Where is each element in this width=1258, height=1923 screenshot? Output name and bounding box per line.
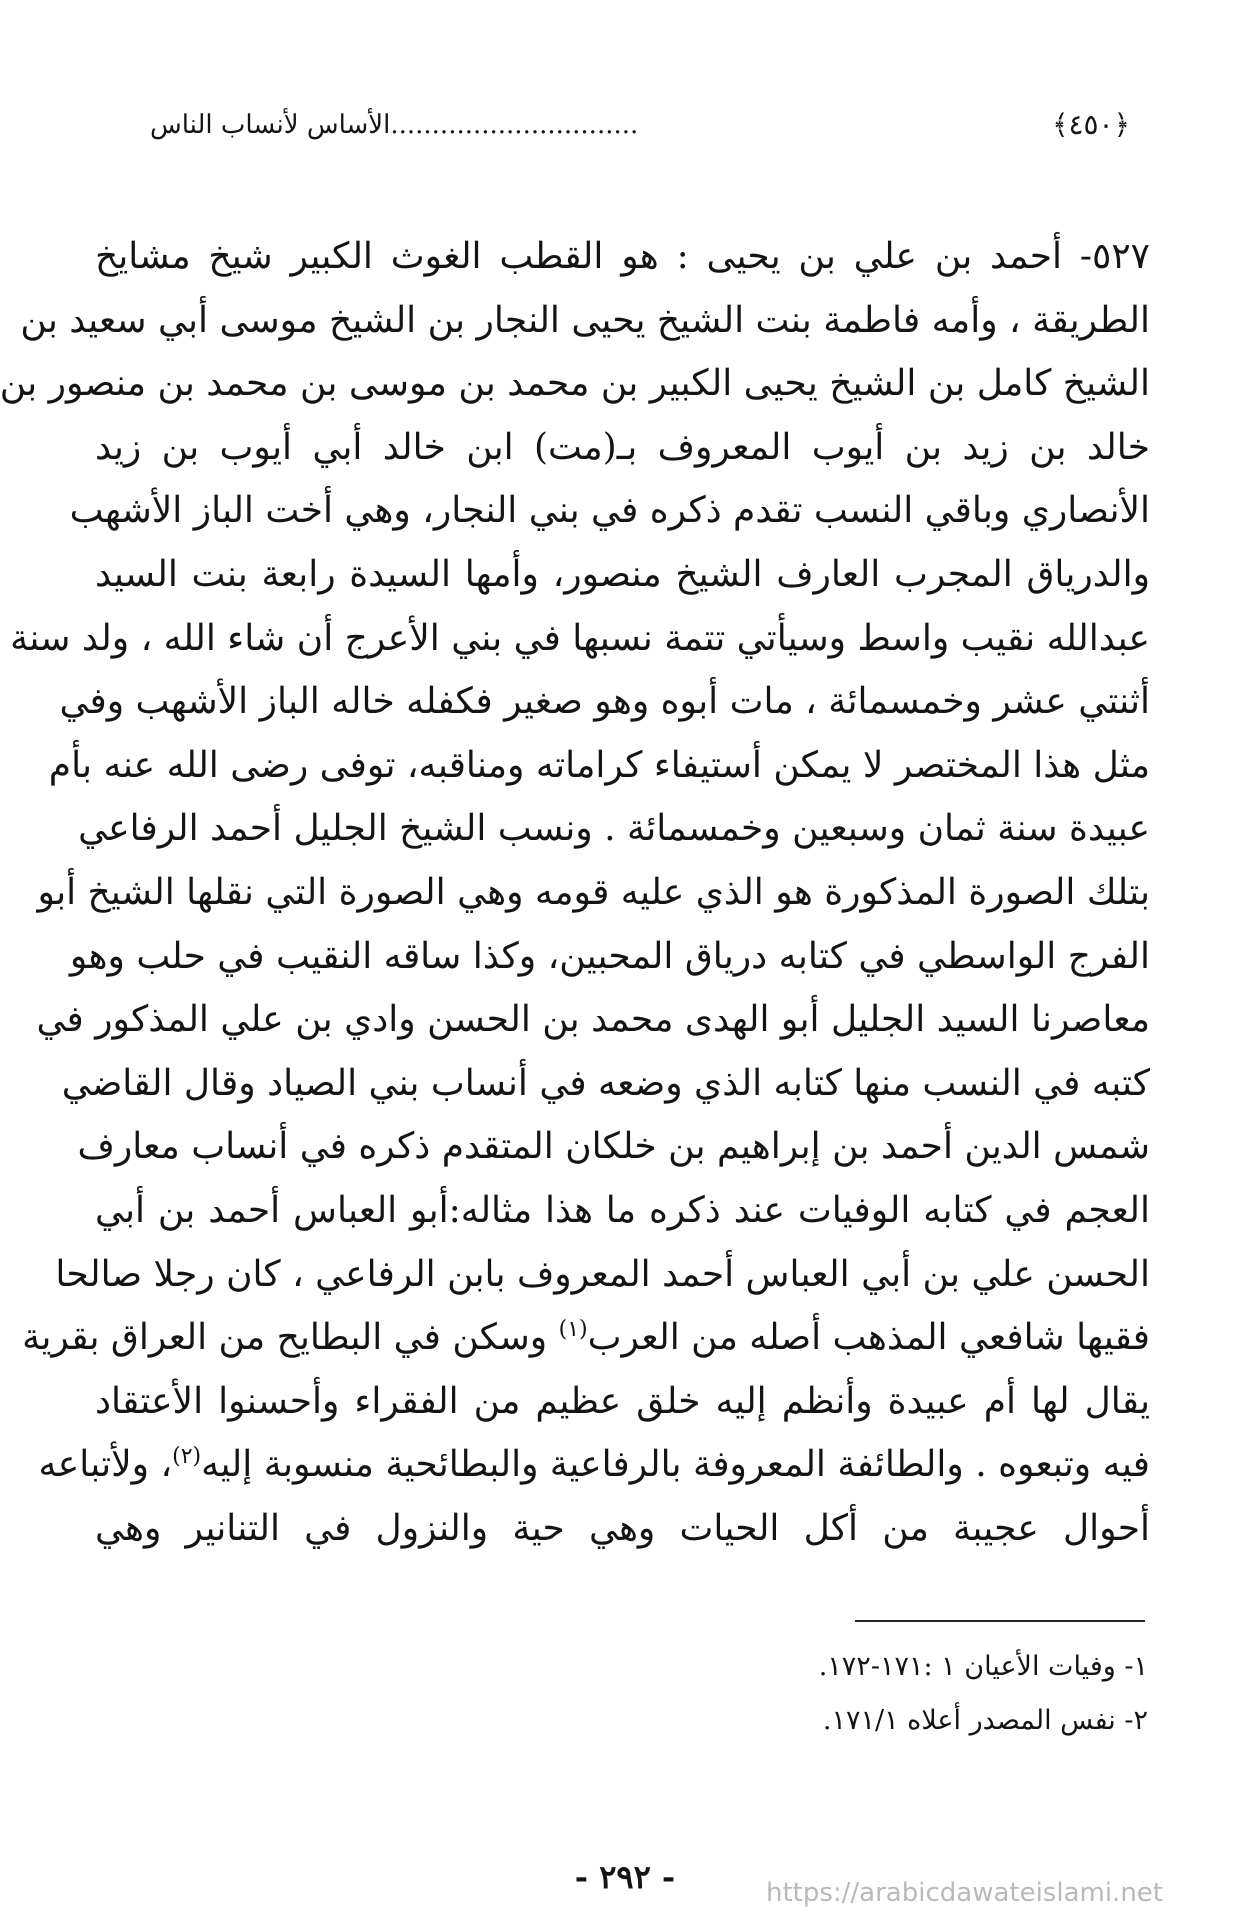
text-line: كتبه في النسب منها كتابه الذي وضعه في أنساب بني الصياد وقال القاضي — [61, 1062, 1150, 1104]
text-line: الشيخ كامل بن الشيخ يحيى الكبير بن محمد بن موسى بن محمد بن منصور بن — [0, 363, 1150, 405]
text-line: شمس الدين أحمد بن إبراهيم بن خلكان المتقدم ذكره في أنساب معارف — [77, 1126, 1150, 1168]
text-line: الأنصاري وباقي النسب تقدم ذكره في بني النجار، وهي أخت الباز الأشهب — [69, 490, 1150, 532]
main-text — [0, 225, 1150, 1560]
footnote-item: ١- وفيات الأعيان ١ :١٧١-١٧٢. — [818, 1651, 1148, 1682]
text-line: بتلك الصورة المذكورة هو الذي عليه قومه وهي الصورة التي نقلها الشيخ أبو — [37, 871, 1150, 913]
text-line: الفرج الواسطي في كتابه درياق المحبين، وكذا ساقه النقيب في حلب وهو — [69, 935, 1150, 977]
text-line: والدرياق المجرب العارف الشيخ منصور، وأمها السيدة رابعة بنت السيد — [95, 553, 1150, 595]
text-line: خالد بن زيد بن أيوب المعروف بـ(مت) ابن خالد أبي أيوب بن زيد — [95, 426, 1150, 468]
text-line: مثل هذا المختصر لا يمكن أستيفاء كراماته ومناقبه، توفى رضى الله عنه بأم — [48, 744, 1150, 786]
footnote-marker-1[interactable]: (١) — [558, 1317, 588, 1343]
line-text: وسكن في البطايح من العراق بقرية — [22, 1317, 559, 1359]
text-line — [22, 1306, 1150, 1370]
text-line: ٥٢٧- أحمد بن علي بن يحيى : هو القطب الغوث الكبير شيخ مشايخ — [95, 236, 1150, 277]
running-header — [150, 100, 1130, 150]
text-line: أثنتي عشر وخمسمائة ، مات أبوه وهو صغير فكفله خاله الباز الأشهب وفي — [59, 681, 1150, 723]
header-page-number: ﴿٤٥٠﴾ — [1052, 108, 1130, 141]
footnote-divider — [855, 1620, 1145, 1622]
line-text: فقيها شافعي المذهب أصله من العرب — [587, 1317, 1150, 1359]
footnote-marker-2[interactable]: (٢) — [172, 1444, 202, 1470]
text-line: الحسن علي بن أبي العباس أحمد المعروف بابن الرفاعي ، كان رجلا صالحا — [55, 1253, 1150, 1295]
watermark: https://arabicdawateislami.net — [765, 1878, 1163, 1908]
text-line: عبيدة سنة ثمان وسبعين وخمسمائة . ونسب الشيخ الجليل أحمد الرفاعي — [78, 808, 1150, 850]
footnotes — [448, 1640, 1148, 1748]
text-line: يقال لها أم عبيدة وأنظم إليه خلق عظيم من الفقراء وأحسنوا الأعتقاد — [95, 1380, 1150, 1422]
running-title: ..............................الأساس لأنساب الناس — [150, 110, 639, 140]
text-line: عبدالله نقيب واسط وسيأتي تتمة نسبها في بني الأعرج أن شاء الله ، ولد سنة — [10, 617, 1150, 659]
text-line: معاصرنا السيد الجليل أبو الهدى محمد بن الحسن وادي بن علي المذكور في — [36, 999, 1150, 1041]
line-text: ، ولأتباعه — [38, 1444, 173, 1486]
text-line — [38, 1433, 1150, 1497]
line-text: فيه وتبعوه . والطائفة المعروفة بالرفاعية والبطائحية منسوبة إليه — [201, 1444, 1150, 1486]
folio-page-number: - ٢٩٢ - — [574, 1858, 676, 1896]
text-line: أحوال عجيبة من أكل الحيات وهي حية والنزول في التنانير وهي — [95, 1507, 1150, 1549]
text-line: العجم في كتابه الوفيات عند ذكره ما هذا مثاله:أبو العباس أحمد بن أبي — [95, 1189, 1150, 1231]
text-line: الطريقة ، وأمه فاطمة بنت الشيخ يحيى النجار بن الشيخ موسى أبي سعيد بن — [20, 299, 1150, 341]
footnote-item: ٢- نفس المصدر أعلاه ١٧١/١. — [822, 1705, 1148, 1736]
